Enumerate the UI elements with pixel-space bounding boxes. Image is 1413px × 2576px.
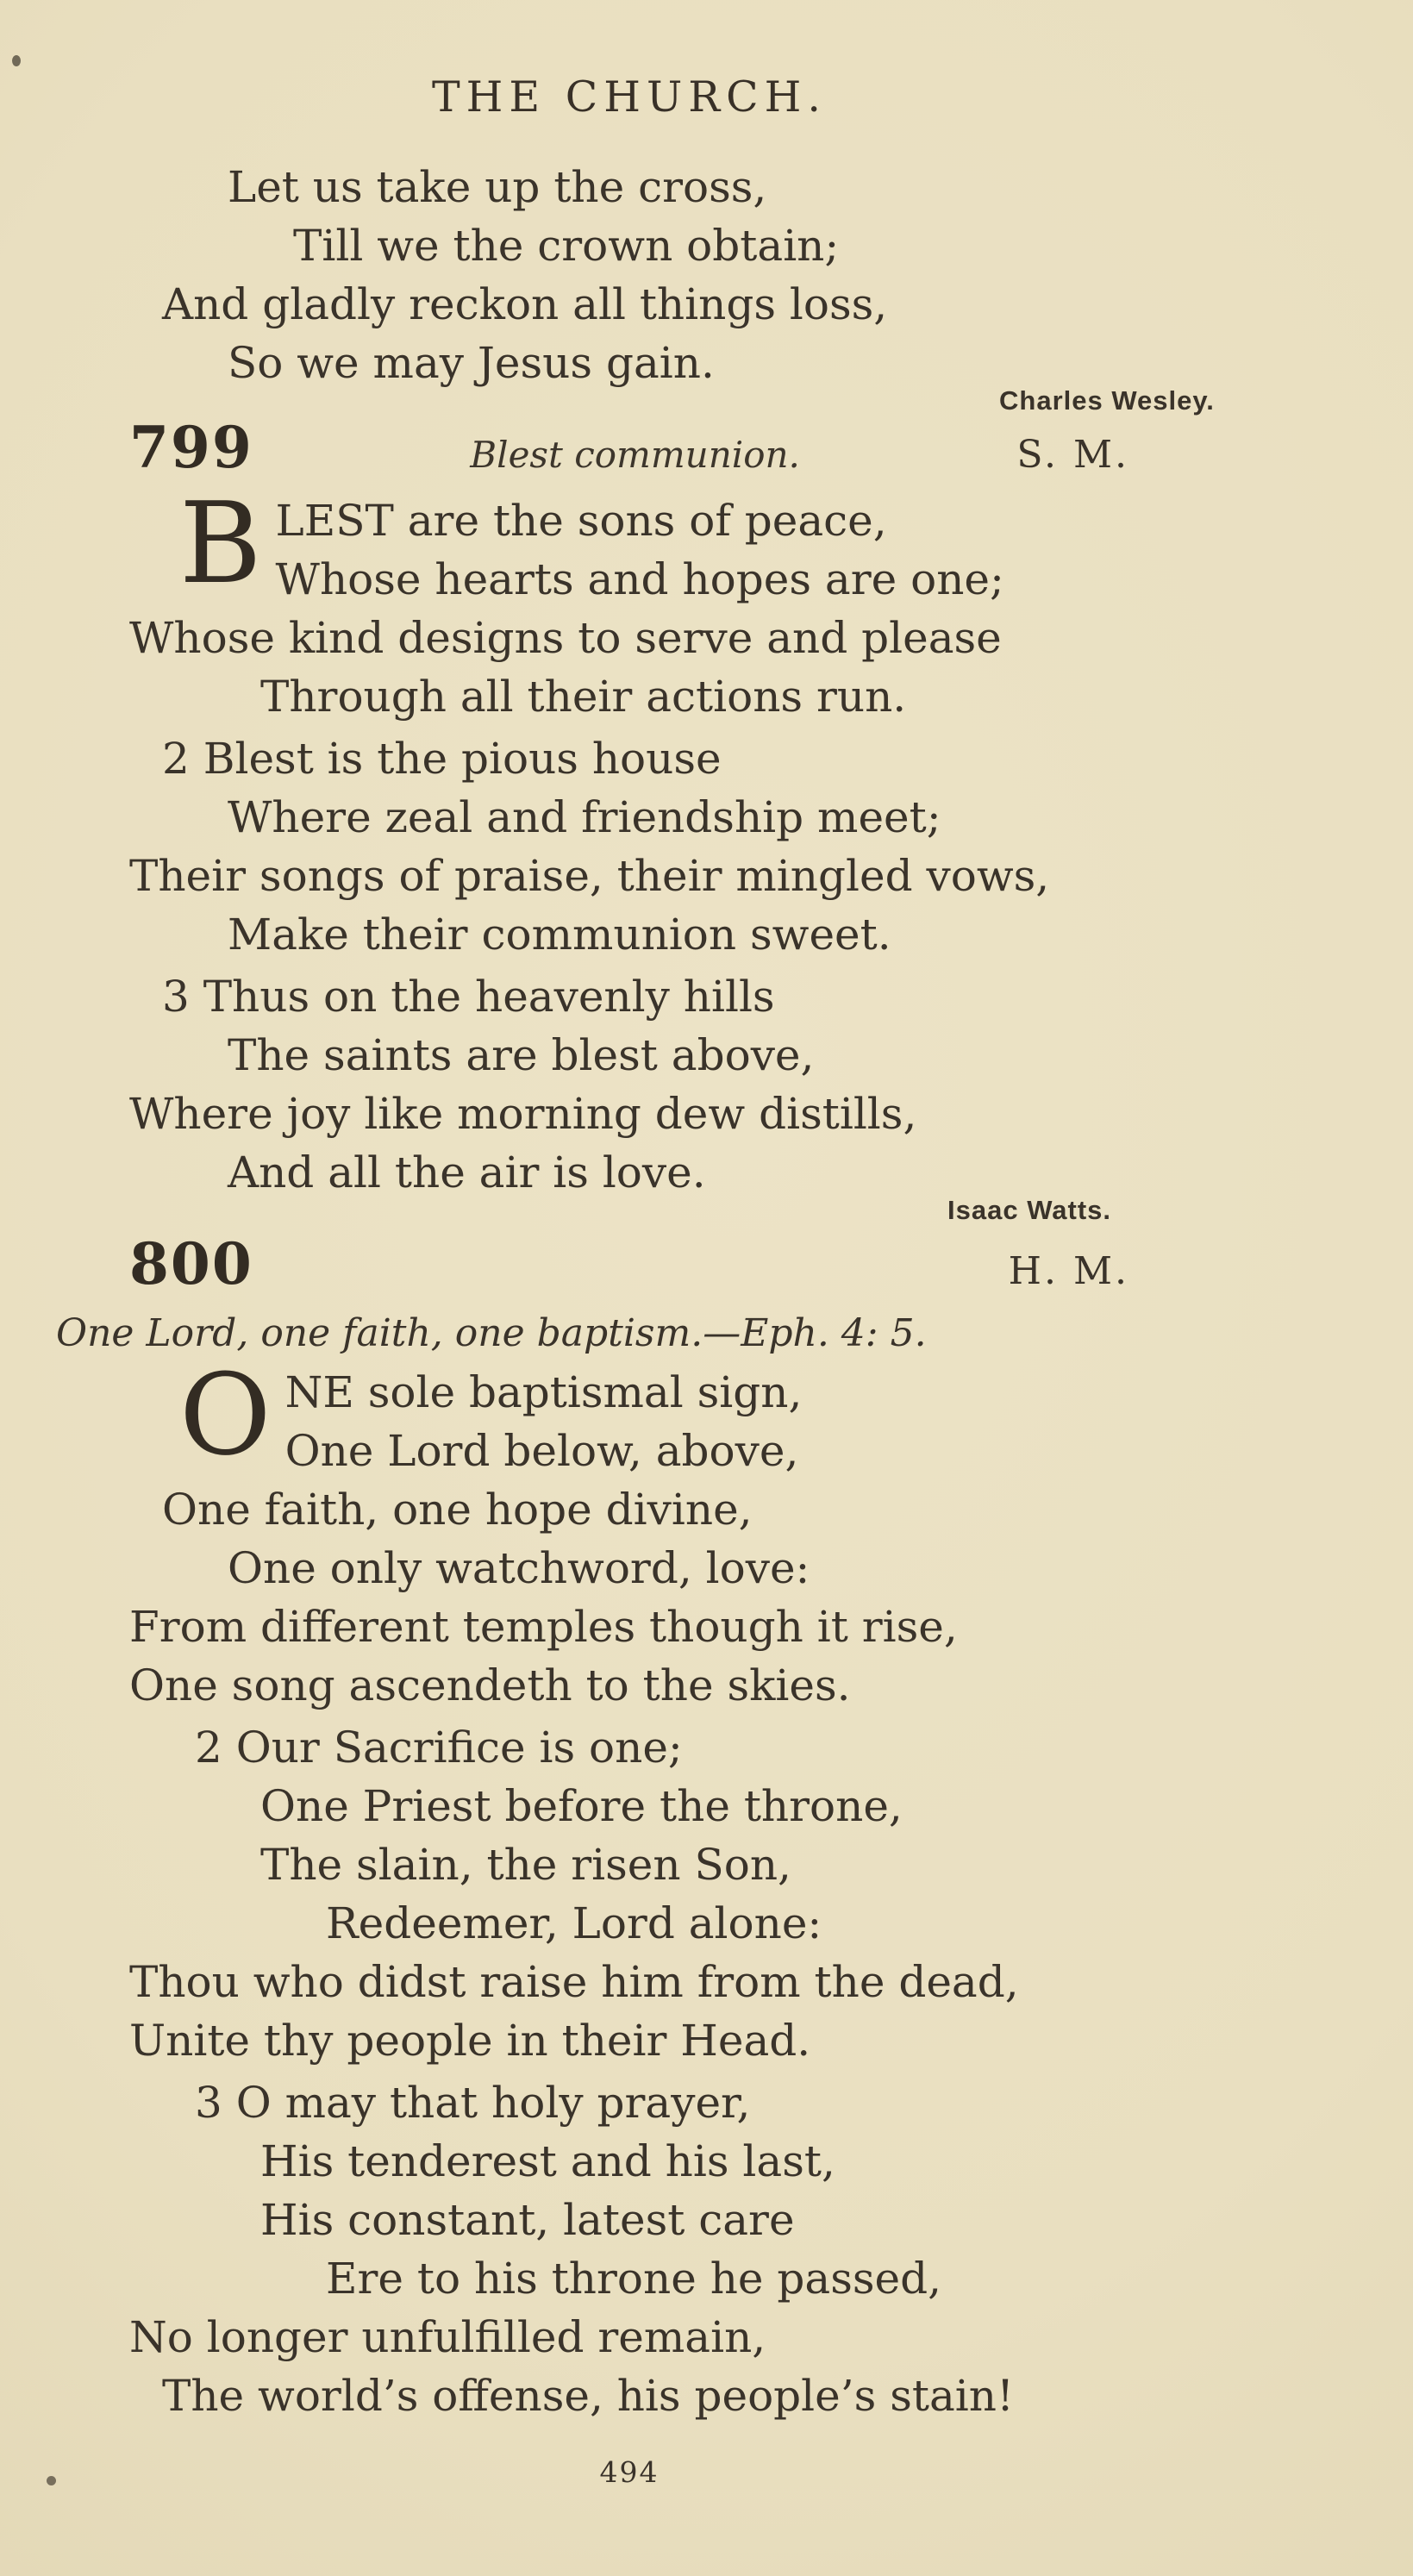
- hymn-number: 800: [129, 1230, 253, 1297]
- verse-line: 3 O may that holy prayer,: [195, 2078, 751, 2128]
- verse-line: [228, 1143, 1129, 1225]
- verse-line: One song ascendeth to the skies.: [129, 1660, 851, 1710]
- verse-line: Till we the crown obtain;: [293, 221, 840, 271]
- hymn-799-verse-1: [129, 478, 1129, 726]
- verse-line: His constant, latest care: [260, 2195, 795, 2245]
- verse-line: One only watchword, love:: [228, 1543, 810, 1593]
- verse-line: Let us take up the cross,: [228, 162, 767, 212]
- verse-line: His tenderest and his last,: [260, 2136, 835, 2186]
- verse-line: The world’s offense, his people’s stain!: [162, 2371, 1015, 2421]
- verse-line: Ere to his throne he passed,: [326, 2254, 942, 2304]
- section-title: THE CHURCH.: [432, 72, 827, 122]
- verse-line: 2 Blest is the pious house: [162, 734, 722, 784]
- hymn-800-verse-3: [129, 2073, 1129, 2425]
- hymn-800-verse-1: [129, 1349, 1129, 1715]
- hymn-799-verse-2: [129, 729, 1129, 964]
- hymn-800-verse-2: [129, 1718, 1129, 2070]
- verse-line: [228, 334, 1215, 416]
- verse-opening: [162, 478, 1129, 609]
- verse-line: Thou who didst raise him from the dead,: [129, 1957, 1019, 2007]
- verse-line: Where zeal and friendship meet;: [228, 792, 941, 842]
- verse-line: Through all their actions run.: [260, 672, 907, 722]
- verse-line: One faith, one hope divine,: [162, 1485, 753, 1535]
- verse-line: From different temples though it rise,: [129, 1602, 958, 1652]
- text-block: [56, 158, 1215, 2425]
- verse-line: One Lord below, above,: [284, 1426, 799, 1476]
- author-attribution: Isaac Watts.: [947, 1195, 1112, 1225]
- verse-line: Unite thy people in their Head.: [129, 2016, 811, 2066]
- verse-line: Where joy like morning dew distills,: [129, 1089, 917, 1139]
- verse-line: Whose kind designs to serve and please: [129, 613, 1002, 663]
- verse-line: LEST are the sons of peace,: [275, 496, 887, 546]
- verse-line: The saints are blest above,: [228, 1030, 815, 1080]
- verse-line: 3 Thus on the heavenly hills: [162, 972, 775, 1022]
- previous-hymn-ending: [129, 158, 1215, 416]
- hymn-799-header: [129, 414, 1129, 485]
- verse-line: Whose hearts and hopes are one;: [275, 554, 1004, 604]
- hymn-799: [129, 414, 1129, 1225]
- verse-line: NE sole baptismal sign,: [284, 1367, 803, 1417]
- verse-line: Redeemer, Lord alone:: [326, 1898, 822, 1948]
- hymn-meter: H. M.: [1008, 1249, 1129, 1293]
- page-number: 494: [599, 2455, 660, 2489]
- verse-line-text: And all the air is love.: [228, 1147, 706, 1197]
- verse-line: Their songs of praise, their mingled vows,: [129, 851, 1050, 901]
- print-artifact: [12, 55, 21, 66]
- verse-line: Make their communion sweet.: [228, 910, 891, 960]
- hymn-800-header: [129, 1230, 1129, 1301]
- print-artifact: [47, 2476, 56, 2485]
- scripture-reference: One Lord, one faith, one baptism.—Eph. 4: 5.: [56, 1311, 927, 1355]
- hymn-meter: S. M.: [1016, 433, 1129, 477]
- verse-line: The slain, the risen Son,: [260, 1840, 791, 1890]
- dropcap-initial: B: [179, 478, 262, 609]
- author-attribution: Charles Wesley.: [999, 385, 1215, 416]
- verse-line: No longer unfulfilled remain,: [129, 2312, 766, 2362]
- dropcap-initial: O: [179, 1349, 272, 1480]
- hymn-799-verse-3: [129, 967, 1129, 1225]
- verse-line-text: So we may Jesus gain.: [228, 338, 715, 388]
- running-header: [129, 0, 1129, 122]
- hymn-800: [56, 1230, 1129, 2425]
- verse-line: One Priest before the throne,: [260, 1781, 903, 1831]
- verse-line: And gladly reckon all things loss,: [162, 279, 888, 329]
- verse-opening: [162, 1349, 1129, 1480]
- hymn-number: 799: [129, 414, 253, 481]
- verse-line: 2 Our Sacrifice is one;: [195, 1723, 683, 1773]
- hymn-title: Blest communion.: [470, 434, 800, 476]
